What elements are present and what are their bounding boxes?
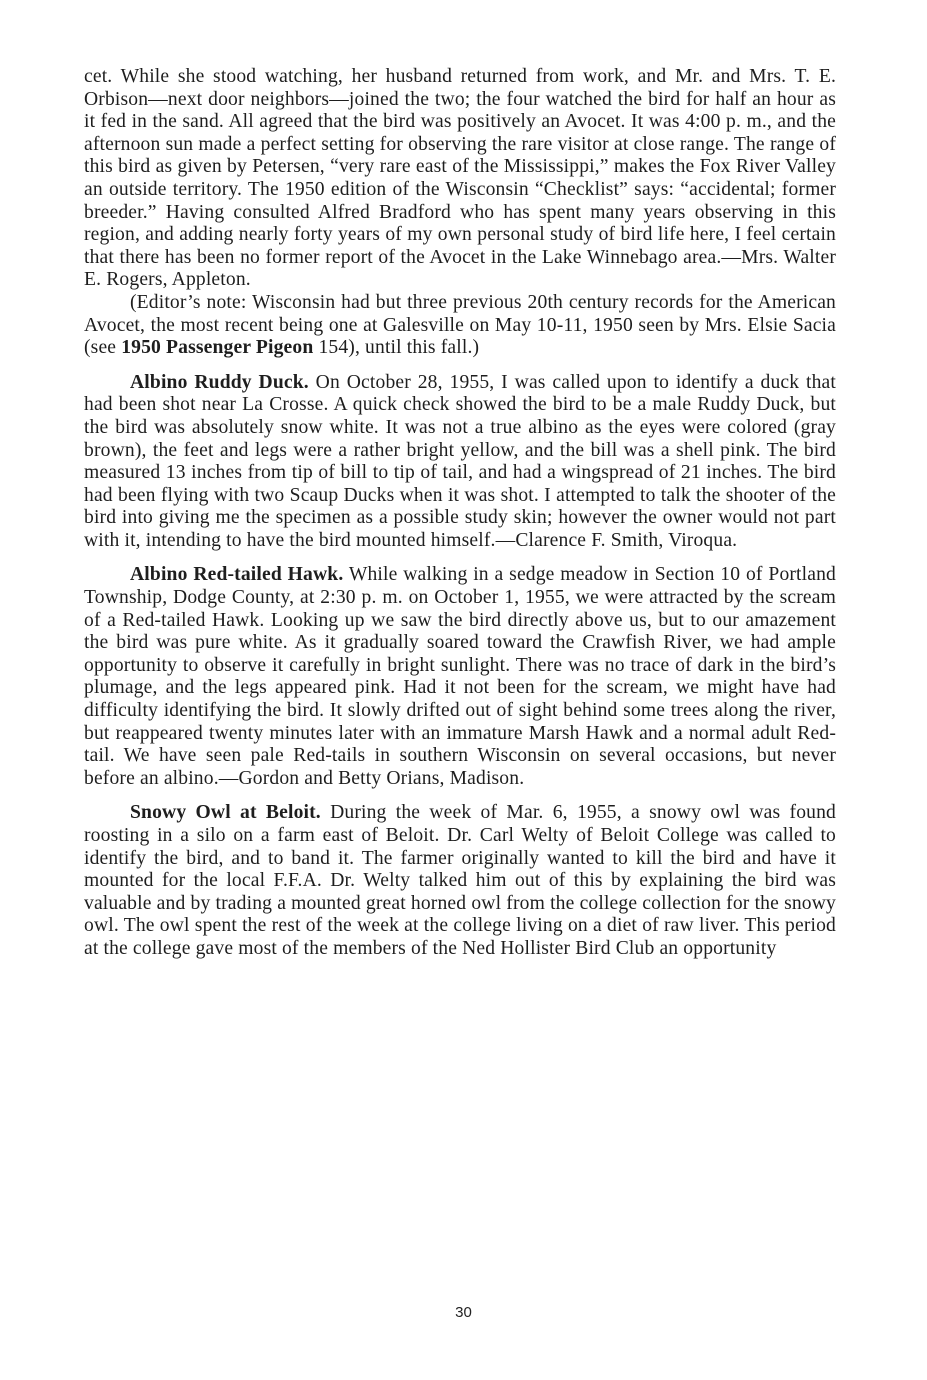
paragraph-text: While walking in a sedge meadow in Section 10 of Portland Township, Dodge County, at 2:30 p. m. on October 1, 1955, we were attracted by the scream of a Red-tailed Hawk. Looking up we saw the bird directly above us, but to our amazement the bird was pure white. As it gradually soared toward the Crawfish River, we had ample opportunity to observe it carefully in bright sunlight. There was no trace of dark in the bird’s plumage, and the legs appeared pink. Had it not been for the scream, we might have had difficulty identifying the bird. It slowly drifted out of sight behind some trees along the river, but reappeared twenty minutes later with an immature Marsh Hawk and a normal adult Red-tail. We have seen pale Red-tails in southern Wisconsin on several occasions, but never before an albino.—Gordon and Betty Orians, Madison. [84, 564, 836, 789]
paragraph-text: 154), until this fall.) [313, 337, 480, 359]
paragraph-text: During the week of Mar. 6, 1955, a snowy owl was found roosting in a silo on a farm east of Beloit. Dr. Carl Welty of Beloit College was called to identify the bird, and to band it. The farmer originally wanted to kill the bird and have it mounted for the local F.F.A. Dr. Welty talked him out of this by explaining the bird was valuable and by trading a mounted great horned owl from the college collection for the snowy owl. The owl spent the rest of the week at the college living on a diet of raw liver. This period at the college gave most of the members of the Ned Hollister Bird Club an opportunity [84, 802, 836, 959]
paragraph-text: On October 28, 1955, I was called upon to identify a duck that had been shot near La Crosse. A quick check showed the bird to be a male Ruddy Duck, but the bird was absolutely snow white. It was not a true albino as the eyes were colored (gray brown), the feet and legs were a rather bright yellow, and the bill was a shell pink. The bird measured 13 inches from tip of bill to tip of tail, and had a wingspread of 21 inches. The bird had been flying with two Scaup Ducks when it was shot. I attempted to talk the shooter of the bird into giving me the specimen as a possible study skin; however the owner would not part with it, intending to have the bird mounted himself.—Clarence F. Smith, Viroqua. [84, 371, 836, 551]
paragraph-snowy-owl-beloit [84, 802, 836, 960]
paragraph-albino-red-tailed-hawk [84, 564, 836, 790]
section-heading: Albino Ruddy Duck. [130, 371, 309, 393]
article-body [84, 66, 836, 961]
section-heading: Albino Red-tailed Hawk. [130, 564, 344, 586]
paragraph-albino-ruddy-duck [84, 372, 836, 553]
paragraph-avocet-continued [84, 66, 836, 292]
section-heading: Snowy Owl at Beloit. [130, 802, 321, 824]
paragraph-editors-note [84, 292, 836, 360]
citation-title: 1950 Passenger Pigeon [121, 337, 314, 359]
paragraph-text: cet. While she stood watching, her husband returned from work, and Mr. and Mrs. T. E. Orbison—next door neighbors—joined the two; the four watched the bird for half an hour as it fed in the sand. All agreed that the bird was positively an Avocet. It was 4:00 p. m., and the afternoon sun made a perfect setting for observing the rare visitor at close range. The range of this bird as given by Petersen, “very rare east of the Mississippi,” makes the Fox River Valley an outside territory. The 1950 edition of the Wisconsin “Checklist” says: “accidental; former breeder.” Having consulted Alfred Bradford who has spent many years observing in this region, and adding nearly forty years of my own personal study of bird life here, I feel certain that there has been no former report of the Avocet in the Lake Winnebago area.—Mrs. Walter E. Rogers, Appleton. [84, 66, 836, 291]
page-number: 30 [455, 1304, 472, 1321]
paragraph-text: (Editor’s note: Wisconsin had but three previous 20th century records for the American Avocet, the most recent being one at Galesville on May 10-11, 1950 seen by Mrs. Elsie Sacia (see [84, 291, 836, 359]
